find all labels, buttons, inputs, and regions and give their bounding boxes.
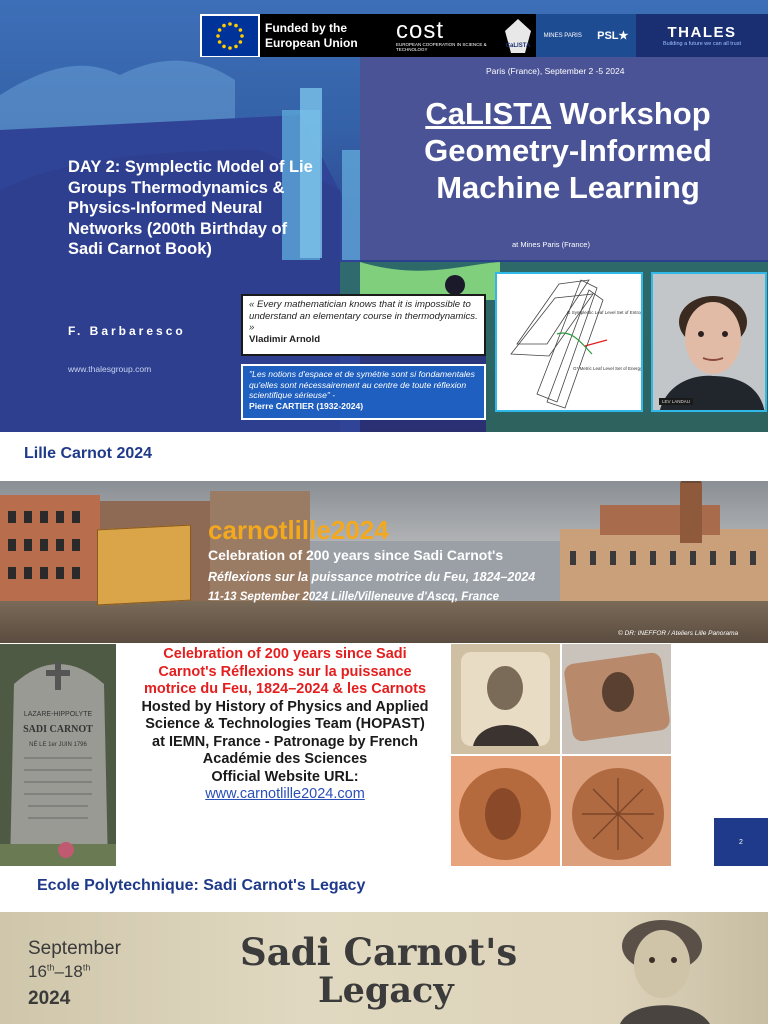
tomb-inscription-line1: LAZARE-HIPPOLYTE: [23, 711, 93, 718]
carnotlille-line2: Réflexions sur la puissance motrice du Feu, 1824–2024: [208, 570, 536, 584]
celebration-red-line-2: Carnot's Réflexions sur la puissance: [158, 663, 412, 680]
host-line-2: Science & Technologies Team (HOPAST): [145, 716, 425, 732]
legacy-title-line2: Legacy: [318, 970, 454, 1011]
cost-wordmark: cost: [396, 16, 445, 44]
workshop-banner: [0, 0, 768, 432]
tomb-inscription-line2: SADI CARNOT: [23, 724, 93, 735]
landau-portrait: [651, 272, 767, 412]
diagram-label-energy: G* Metric Leaf Level Set of Energy: [573, 366, 641, 371]
carnotlille-line3: 11-13 September 2024 Lille/Villeneuve d'Ascq, France: [208, 591, 500, 603]
photo-credit: © DR: INEFFOR / Ateliers Lille Panorama: [618, 630, 739, 637]
arnold-quote-text: « Every mathematician knows that it is impossible to understand an elementary course in thermodynamics. »: [249, 299, 478, 333]
sadi-carnot-legacy-banner: [0, 912, 768, 1024]
medal-back-figure: [562, 756, 671, 866]
workshop-title-calista: CaLISTA: [425, 96, 552, 131]
portrait-figure-icon: [653, 274, 767, 412]
cartier-quote-text: "Les notions d'espace et de symétrie sont si fondamentales qu'elles sont nécessairement au centre de toute réflexion scientifique sérieuse" -: [249, 369, 475, 400]
lille-section-heading: Lille Carnot 2024: [24, 445, 153, 462]
calista-emblem-icon: [503, 17, 533, 55]
arnold-quote-author: Vladimir Arnold: [249, 333, 321, 345]
calista-logo-text: CaLISTA: [505, 42, 531, 49]
carnot-medals-grid: [451, 644, 671, 866]
thales-logo: [636, 14, 768, 57]
diagram-label-entropy: G Symplectic Leaf Level Set of Entropy: [567, 310, 641, 315]
carnotlille-website-link[interactable]: www.carnotlille2024.com: [205, 786, 365, 802]
sponsor-logo-strip: [200, 14, 768, 57]
legacy-days: 16th–18th: [28, 962, 91, 981]
carnot-medal-front-photo: [451, 756, 560, 866]
legacy-day-to-suffix: th: [82, 962, 91, 973]
foliation-figure: [497, 274, 641, 410]
legacy-day-from: 16: [28, 962, 47, 981]
arnold-quote-box: [241, 294, 486, 356]
day-title: DAY 2: Symplectic Model of Lie Groups Thermodynamics & Physics-Informed Neural Networks (200th Birthday of Sadi Carnot Book): [68, 158, 313, 258]
thales-wordmark: THALES: [667, 24, 737, 41]
celebration-red-line-1: Celebration of 200 years since Sadi: [163, 646, 407, 662]
lille-panorama: [0, 481, 768, 643]
mines-psl-logo: [536, 14, 636, 57]
workshop-title-rest: Workshop Geometry-Informed Machine Learning: [424, 96, 712, 205]
eu-flag-logo: [200, 14, 260, 57]
portrait-caption: LEV LANDAU: [659, 398, 693, 405]
mines-label: MINES PARIS: [543, 32, 582, 39]
workshop-title-panel: [360, 57, 768, 260]
cost-subtitle: EUROPEAN COOPERATION IN SCIENCE & TECHNOLOGY: [396, 41, 487, 52]
symplectic-leaf-diagram: [495, 272, 643, 412]
host-line-4: Académie des Sciences: [202, 751, 368, 767]
slide-page-number: 2: [714, 818, 768, 866]
workshop-title: [378, 95, 758, 206]
host-line-3: at IEMN, France - Patronage by French: [152, 733, 418, 750]
carnot-engraving-photo: [451, 644, 560, 754]
thales-tagline: Building a future we can all trust: [663, 41, 741, 47]
carnotlille-title: carnotlille2024: [208, 515, 389, 545]
author-name: F. Barbaresco: [68, 324, 186, 338]
carnot-medal-back-photo: [562, 756, 671, 866]
sadi-carnot-portrait: [600, 912, 740, 1024]
website-label: Official Website URL:: [211, 768, 359, 785]
eu-funding-label: Funded by the European Union: [260, 14, 392, 57]
carnot-tomb-photo: [0, 644, 116, 866]
plaque-figure: [562, 644, 671, 754]
cartier-quote-box: [241, 364, 486, 420]
cartier-quote-author: Pierre CARTIER (1932-2024): [249, 400, 364, 411]
tomb-inscription-line3: NÉ LE 1er JUIN 1796: [29, 742, 87, 748]
legacy-year: 2024: [28, 988, 71, 1009]
psl-label: PSL★: [597, 30, 629, 42]
calista-logo: [500, 14, 536, 57]
workshop-location: at Mines Paris (France): [512, 240, 590, 249]
thales-website: www.thalesgroup.com: [68, 364, 152, 374]
legacy-day-to: 18: [63, 962, 83, 981]
celebration-text-block: [120, 646, 450, 804]
tombstone-figure: [0, 644, 116, 866]
reflexions-book-image: [97, 525, 191, 606]
workshop-date: Paris (France), September 2 -5 2024: [486, 66, 625, 76]
legacy-day-from-suffix: th: [46, 962, 55, 973]
carnotlille-line1: Celebration of 200 years since Sadi Carnot's: [208, 547, 504, 563]
host-line-1: Hosted by History of Physics and Applied: [141, 698, 429, 715]
carnot-plaque-photo: [562, 644, 671, 754]
eu-stars-icon: [202, 16, 258, 56]
engraving-portrait: [451, 644, 560, 754]
cost-logo: [392, 14, 500, 57]
legacy-month: September: [28, 938, 121, 959]
medal-front-figure: [451, 756, 560, 866]
legacy-title-line1: Sadi Carnot's: [240, 930, 518, 974]
celebration-red-line-3: motrice du Feu, 1824–2024 & les Carnots: [143, 681, 427, 697]
ecole-section-heading: Ecole Polytechnique: Sadi Carnot's Legacy: [37, 877, 366, 894]
